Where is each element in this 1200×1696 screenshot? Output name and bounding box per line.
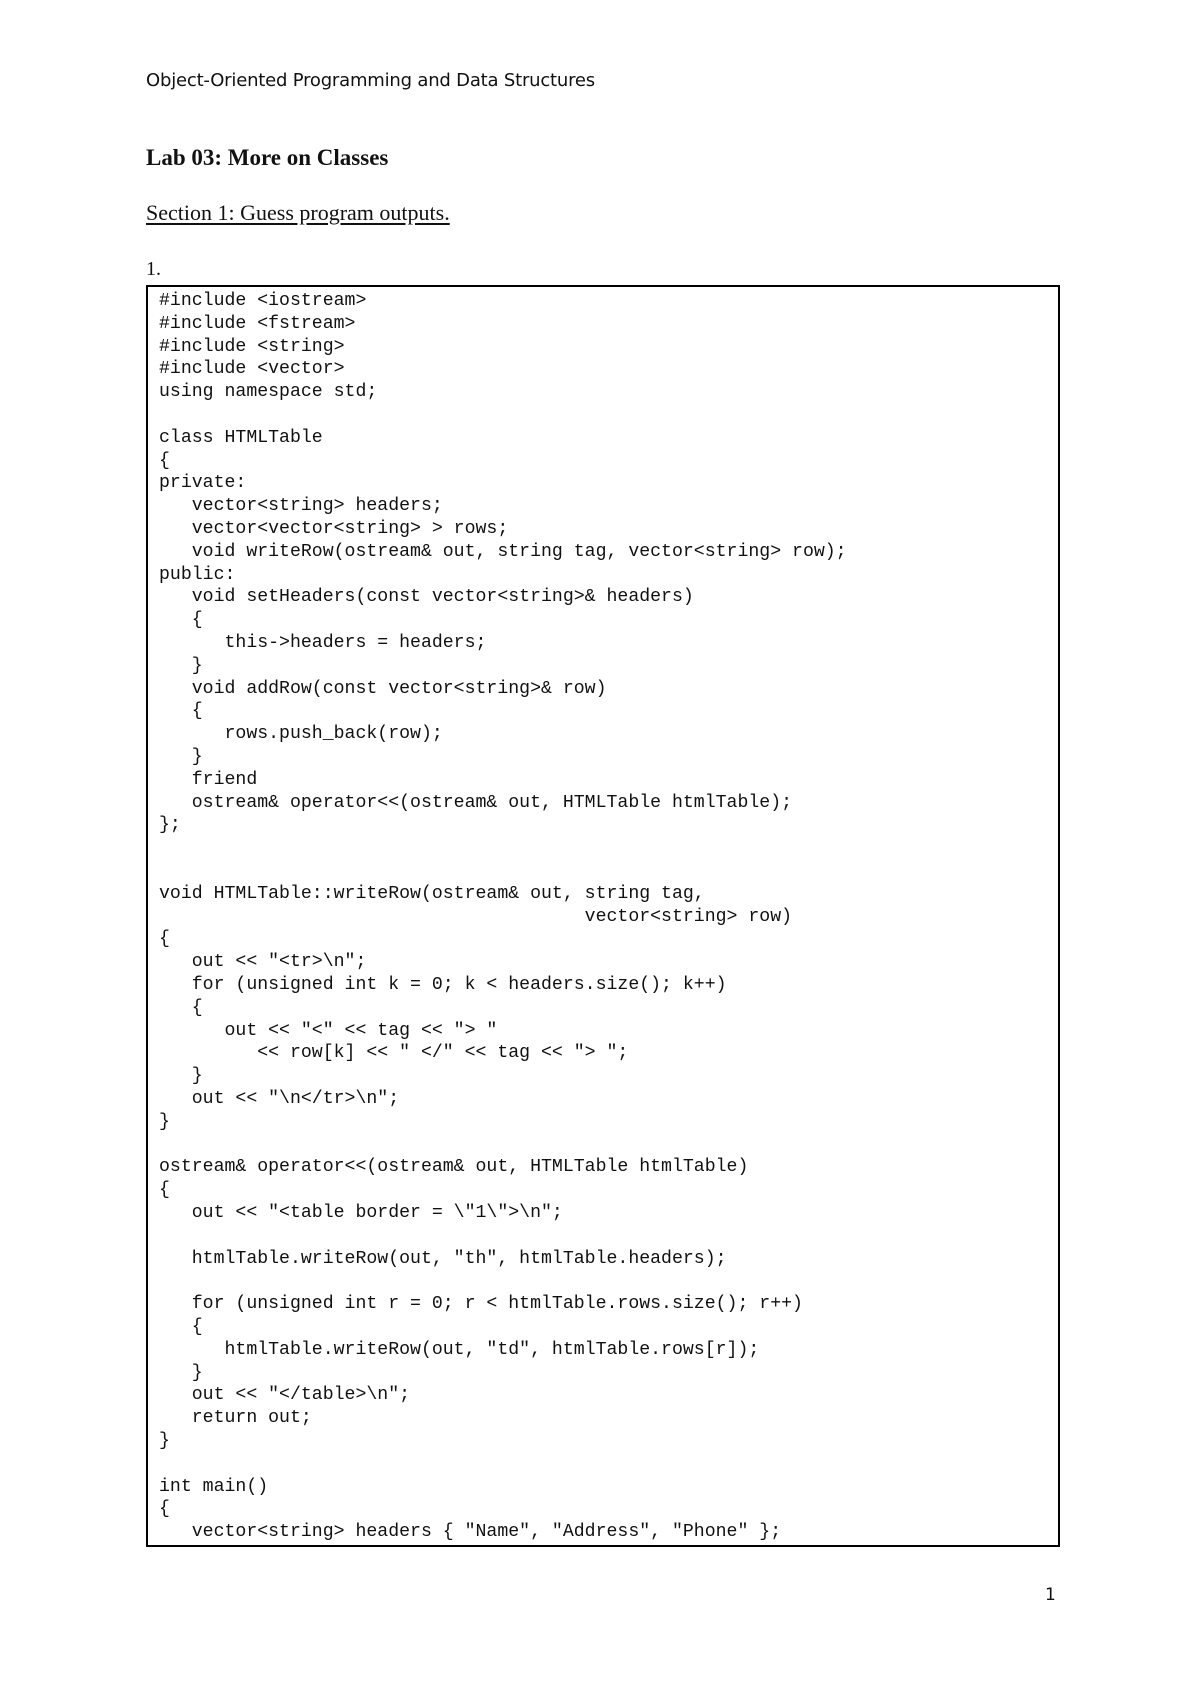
code-line: #include <fstream> [159,313,356,334]
code-line: void HTMLTable::writeRow(ostream& out, string tag, [159,883,705,904]
code-line: { [159,610,203,631]
code-line: #include <string> [159,336,345,357]
code-line: vector<vector<string> > rows; [159,519,509,539]
code-line: out << "\n</tr>\n"; [159,1089,400,1109]
code-line: void writeRow(ostream& out, string tag, vector<string> row); [159,541,847,562]
code-line: { [159,929,170,950]
code-line: #include <iostream> [159,291,367,311]
code-line: { [159,997,203,1018]
code-line: ostream& operator<<(ostream& out, HTMLTable htmlTable) [159,1157,749,1178]
code-line: vector<string> headers { "Name", "Address", "Phone" }; [159,1522,782,1543]
code-line: htmlTable.writeRow(out, "th", htmlTable.headers); [159,1248,727,1269]
code-line: #include <vector> [159,359,345,380]
code-line: } [159,655,203,676]
code-line: ostream& operator<<(ostream& out, HTMLTable htmlTable); [159,792,793,813]
code-line: void setHeaders(const vector<string>& headers) [159,587,694,608]
code-line: }; [159,815,181,836]
code-line: out << "<tr>\n"; [159,952,367,973]
code-line: void addRow(const vector<string>& row) [159,678,607,699]
code-line: { [159,1499,170,1520]
section-heading: Section 1: Guess program outputs. [146,200,450,225]
code-line: friend [159,769,258,790]
code-line: for (unsigned int k = 0; k < headers.size(); k++) [159,975,727,995]
page-number: 1 [1045,1585,1056,1605]
code-line: rows.push_back(row); [159,724,443,745]
code-line: { [159,701,203,722]
lab-title: Lab 03: More on Classes [146,145,389,170]
code-line: << row[k] << " </" << tag << "> "; [159,1043,629,1064]
code-line: out << "</table>\n"; [159,1385,411,1406]
code-line: { [159,450,170,471]
code-line: private: [159,473,247,494]
code-line: class HTMLTable [159,427,323,448]
code-line: } [159,1431,170,1451]
running-header: Object-Oriented Programming and Data Structures [146,70,595,91]
code-line: for (unsigned int r = 0; r < htmlTable.rows.size(); r++) [159,1294,803,1315]
code-line: public: [159,564,236,585]
code-line: out << "<table border = \"1\">\n"; [159,1203,563,1223]
code-line: return out; [159,1408,312,1429]
code-line: this->headers = headers; [159,633,487,653]
code-listing [146,285,1060,1547]
code-line: using namespace std; [159,382,378,403]
code-line: vector<string> row) [159,906,793,927]
code-line: } [159,1111,170,1132]
code-line: vector<string> headers; [159,496,443,517]
code-line: { [159,1317,203,1337]
code-line: } [159,1066,203,1087]
code-line: } [159,1362,203,1383]
code-line: { [159,1180,170,1201]
code-line: htmlTable.writeRow(out, "td", htmlTable.rows[r]); [159,1339,760,1360]
code-line: int main() [159,1476,269,1497]
item-number: 1. [146,258,161,280]
code-line: out << "<" << tag << "> " [159,1020,498,1041]
code-line: } [159,747,203,767]
